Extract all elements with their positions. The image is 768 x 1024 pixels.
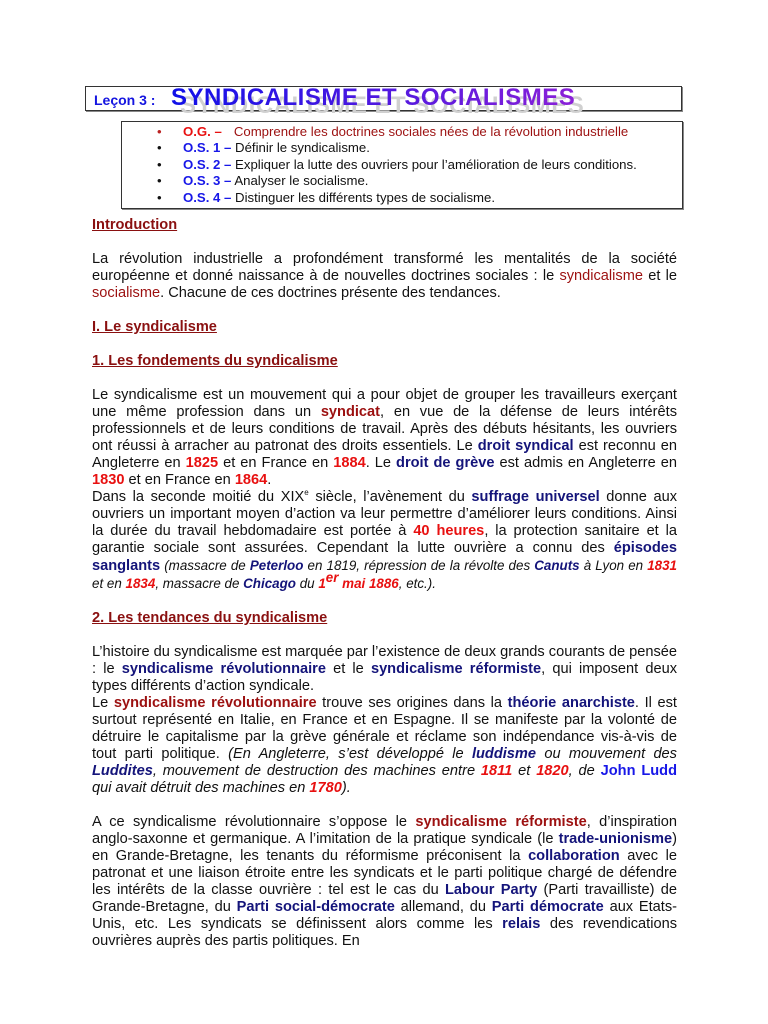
text-run: qui avait détruit des machines en: [92, 780, 310, 796]
text-run: trade-unionisme: [558, 831, 673, 847]
text-run: en 1819, répression de la révolte des: [303, 558, 535, 573]
text-run: 1780: [309, 780, 342, 796]
paragraph: [92, 251, 677, 302]
text-run: est reconnu en Angleterre en: [92, 438, 678, 471]
text-run: Le syndicalisme est un mouvement qui a pour objet de grouper les travailleurs exerçant une même profession dans un: [92, 387, 677, 420]
bullet-icon: •: [157, 156, 162, 172]
text-run: allemand, du: [394, 899, 492, 915]
text-run: 1831: [647, 558, 677, 573]
text-run: , d’inspiration anglo-saxonne et germanique. A l’imitation de la pratique syndicale (le: [92, 814, 677, 847]
text-run: droit de grève: [396, 455, 495, 471]
text-run: siècle, l’avènement du: [308, 489, 472, 505]
objective-code: O.S. 3 –: [183, 173, 232, 189]
text-run: et le: [325, 661, 371, 677]
text-run: 1864: [234, 472, 268, 488]
objective-text: Comprendre les doctrines sociales nées de la révolution industrielle: [233, 124, 629, 139]
text-run: ).: [341, 780, 351, 796]
text-run: des revendications ouvrières auprès des partis politiques. En: [92, 916, 677, 949]
text-run: ) en Grande-Bretagne, les tenants du réformisme préconisent la: [92, 831, 677, 864]
text-run: Chicago: [243, 576, 296, 591]
text-run: Labour Party: [445, 882, 538, 898]
text-run: syndicalisme: [559, 268, 643, 284]
text-run: épisodes sanglants: [92, 540, 677, 574]
heading-text: I. Le syndicalisme: [92, 319, 217, 335]
text-run: La révolution industrielle a profondément transformé les mentalités de la société européenne et donné naissance à de nouvelles doctrines sociales : le: [92, 251, 677, 284]
objective-code: O.S. 2 –: [183, 156, 232, 172]
document-body: [92, 217, 677, 950]
text-run: , massacre de: [155, 576, 244, 591]
objective-text: Distinguer les différents types de socialisme.: [231, 189, 496, 205]
section-heading: [92, 353, 677, 370]
objective-text: Définir le syndicalisme.: [231, 140, 370, 156]
lesson-title: SYNDICALISME ET SOCIALISMES: [171, 84, 576, 111]
spacer: [92, 370, 677, 387]
text-run: Peterloo: [249, 558, 304, 573]
text-run: , qui imposent deux types différents d’action syndicale.: [92, 661, 677, 694]
objectives-list: [157, 124, 637, 206]
text-run: .: [267, 472, 272, 488]
text-run: Parti social-démocrate: [236, 899, 395, 915]
text-run: collaboration: [528, 848, 620, 864]
spacer: [92, 302, 677, 319]
text-run: syndicalisme réformiste: [370, 661, 542, 677]
text-run: syndicalisme révolutionnaire: [113, 695, 317, 711]
text-run: syndicalisme réformiste: [415, 814, 587, 830]
text-run: John Ludd: [600, 763, 678, 779]
text-run: , etc.).: [398, 576, 436, 591]
text-run: . Le: [365, 455, 397, 471]
paragraph: [92, 644, 677, 695]
objective-item: [157, 157, 637, 173]
text-run: luddisme: [471, 746, 537, 762]
text-run: théorie anarchiste: [507, 695, 635, 711]
text-run: donne aux ouvriers un important moyen d’action va leur permettre d’améliorer leurs conditions. Ainsi la durée du travail hebdomadaire est portée à: [92, 489, 677, 539]
spacer: [92, 797, 677, 814]
text-run: Dans la seconde moitié du XIX: [92, 489, 305, 505]
section-heading: [92, 610, 677, 627]
text-run: est admis en Angleterre en: [494, 455, 677, 471]
heading-text: 2. Les tendances du syndicalisme: [92, 610, 328, 626]
spacer: [92, 234, 677, 251]
text-run: L’histoire du syndicalisme est marquée par l’existence de deux grands courants de pensée : le: [92, 644, 677, 677]
text-run: syndicat: [320, 404, 381, 420]
text-run: (Parti travailliste) de Grande-Bretagne, du: [92, 882, 677, 915]
text-run: , de: [568, 763, 601, 779]
text-run: du: [295, 576, 319, 591]
text-run: 1834: [125, 576, 156, 591]
paragraph: [92, 814, 677, 950]
spacer: [92, 627, 677, 644]
text-run: Canuts: [534, 558, 580, 573]
text-run: Luddites: [92, 763, 153, 779]
objective-code: O.S. 4 –: [183, 189, 232, 205]
text-run: ou mouvement des: [536, 746, 677, 762]
objective-item: [157, 140, 637, 156]
bullet-icon: •: [157, 189, 162, 205]
bullet-icon: •: [157, 140, 162, 156]
text-run: trouve ses origines dans la: [316, 695, 508, 711]
bullet-icon: •: [157, 124, 162, 139]
text-run: . Il est surtout représenté en Italie, en France et en Espagne. Il se manifeste par la volonté de détruire le capitalisme par la grève générale et réclame son indépendance vis-à-vis de tout parti politique.: [92, 695, 677, 762]
text-run: 1825: [185, 455, 219, 471]
text-run: 1820: [536, 763, 569, 779]
text-run: 1: [318, 576, 326, 591]
objective-code: O.G. –: [183, 124, 222, 139]
text-run: à Lyon en: [579, 558, 648, 573]
text-run: socialisme: [92, 285, 161, 301]
text-run: et en France en: [124, 472, 235, 488]
text-run: mai 1886: [338, 576, 399, 591]
text-run: (En Angleterre, s’est développé le: [228, 746, 472, 762]
text-run: suffrage universel: [471, 489, 600, 505]
text-run: relais: [502, 916, 541, 932]
text-run: . Chacune de ces doctrines présente des tendances.: [160, 285, 501, 301]
paragraph: [92, 695, 677, 797]
text-run: aux Etats-Unis, etc. Les syndicats se définissent alors comme les: [92, 899, 677, 932]
text-run: er: [325, 570, 339, 586]
text-run: 1830: [92, 472, 125, 488]
paragraph: [92, 489, 677, 593]
lesson-number: Leçon 3 :: [94, 92, 156, 108]
text-run: A ce syndicalisme révolutionnaire s’oppose le: [92, 814, 416, 830]
objective-item: [157, 124, 637, 140]
text-run: et le: [642, 268, 678, 284]
bullet-icon: •: [157, 173, 162, 189]
text-run: , mouvement de destruction des machines entre: [152, 763, 481, 779]
objective-item: [157, 173, 637, 189]
lesson-title-box: [85, 86, 682, 111]
text-run: Parti démocrate: [491, 899, 604, 915]
heading-text: Introduction: [92, 217, 178, 233]
text-run: 1811: [480, 763, 513, 779]
paragraph: [92, 387, 677, 489]
objective-item: [157, 190, 637, 206]
section-heading: [92, 319, 677, 336]
spacer: [92, 593, 677, 610]
heading-text: 1. Les fondements du syndicalisme: [92, 353, 338, 369]
text-run: e: [304, 488, 309, 498]
text-run: et en France en: [218, 455, 334, 471]
text-run: 40 heures: [413, 523, 485, 539]
section-heading: [92, 217, 677, 234]
objective-text: Analyser le socialisme.: [231, 173, 369, 189]
text-run: et: [512, 763, 537, 779]
text-run: , en vue de la défense de leurs intérêts professionnels et de leurs conditions de travail. Après des débuts hésitants, les ouvriers ont réussi à arracher au patronat des droits essentiels. Le: [92, 404, 678, 454]
spacer: [92, 336, 677, 353]
text-run: , la protection sanitaire et la garantie sociale sont assurées. Cependant la lutte ouvrière a connu des: [92, 523, 677, 556]
text-run: Le: [92, 695, 114, 711]
text-run: 1884: [333, 455, 366, 471]
objective-code: O.S. 1 –: [183, 140, 232, 156]
text-run: et en: [92, 576, 126, 591]
text-run: droit syndical: [477, 438, 574, 454]
text-run: syndicalisme révolutionnaire: [121, 661, 326, 677]
text-run: avec le patronat et une liaison étroite entre les syndicats et le parti politique chargé de défendre les intérêts de la classe ouvrière : tel est le cas du: [92, 848, 677, 898]
objectives-box: [121, 121, 683, 209]
objective-text: Expliquer la lutte des ouvriers pour l’amélioration de leurs conditions.: [231, 156, 637, 172]
text-run: (massacre de: [160, 558, 250, 573]
